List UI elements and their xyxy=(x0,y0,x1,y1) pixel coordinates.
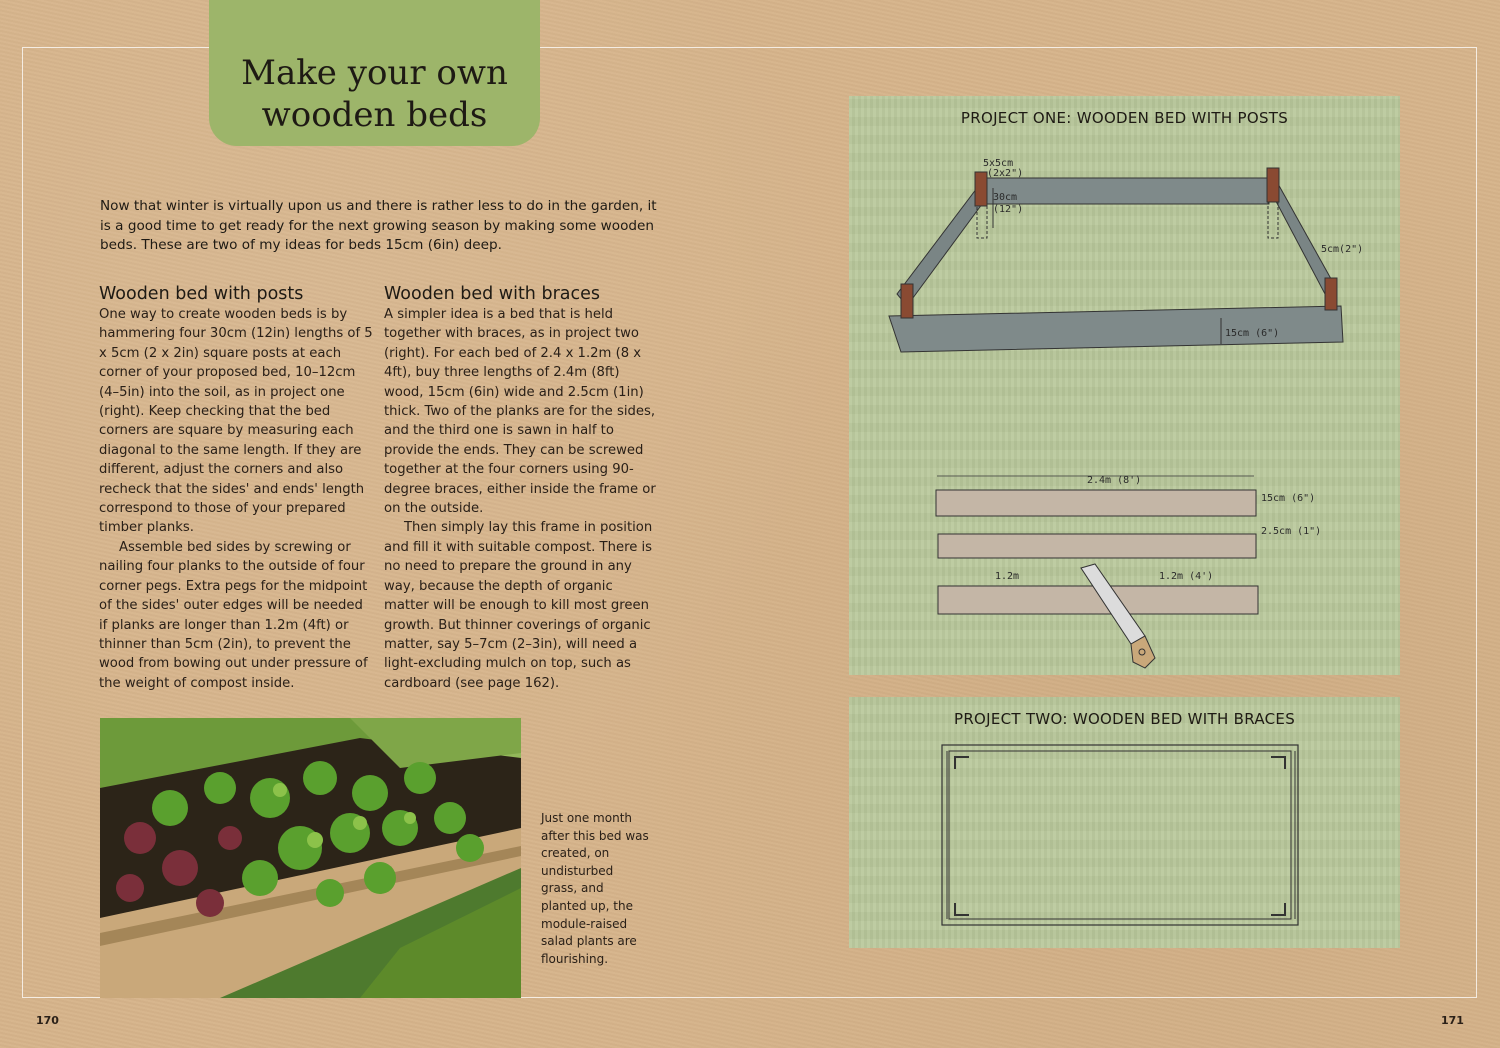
heading-braces: Wooden bed with braces xyxy=(384,284,600,304)
title-tab xyxy=(209,0,540,146)
posts-paragraph-2: Assemble bed sides by screwing or nailing four planks to the outside of four corner pegs. Extra pegs for the midpoint of the sides' outer edges will be needed if planks are longer than 1.2m (4ft) or thinner than 5cm (2in), to prevent the wood from bowing out under pressure of the weight of compost inside. xyxy=(99,539,368,691)
project-two-drawing xyxy=(849,697,1400,948)
project-one-panel xyxy=(849,96,1400,675)
label-plank-thickness: 2.5cm (1") xyxy=(1261,526,1322,537)
column-posts xyxy=(99,283,374,693)
folio-right: 171 xyxy=(1441,1014,1464,1027)
garden-bed-photo xyxy=(100,718,521,998)
folio-left: 170 xyxy=(36,1014,59,1027)
label-plank-width: 15cm (6") xyxy=(1261,493,1316,504)
label-depth: 15cm (6") xyxy=(1225,328,1280,339)
label-half-right: 1.2m (4') xyxy=(1159,571,1214,582)
intro-paragraph: Now that winter is virtually upon us and there is rather less to do in the garden, it is a good time to get ready for the next growing season by making some wooden beds. These are two of my ideas for beds 15cm (6in) deep. xyxy=(100,198,657,253)
page-title xyxy=(209,52,540,136)
project-one-drawing xyxy=(849,96,1400,675)
label-half-left: 1.2m xyxy=(995,571,1020,582)
page-title-line2: wooden beds xyxy=(261,95,488,135)
braces-paragraph-2: Then simply lay this frame in position and fill it with suitable compost. There is no need to prepare the ground in any way, because the depth of organic matter will be enough to kill most green growth. But thinner coverings of organic matter, say 5–7cm (2–3in), will need a light-excluding mulch on top, such as cardboard (see page 162). xyxy=(384,520,653,691)
posts-paragraph-1: One way to create wooden beds is by hammering four 30cm (12in) lengths of 5 x 5cm (2 x 2in) square posts at each corner of your proposed bed, 10–12cm (4–5in) into the soil, as in project one (right). Keep checking that the bed corners are square by measuring each diagonal to the same length. If they are different, adjust the corners and also recheck that the sides' and ends' length correspond to those of your prepared timber planks. xyxy=(99,307,373,536)
label-post-size-in: (2x2") xyxy=(987,168,1024,179)
label-plank-length: 2.4m (8') xyxy=(1087,475,1142,486)
column-braces xyxy=(384,283,659,693)
page-title-line1: Make your own xyxy=(241,53,508,93)
label-post-length-in: (12") xyxy=(993,204,1024,215)
label-side-width: 5cm(2") xyxy=(1321,244,1364,255)
braces-paragraph-1: A simpler idea is a bed that is held together with braces, as in project two (right). For each bed of 2.4 x 1.2m (8 x 4ft), buy three lengths of 2.4m (8ft) wood, 15cm (6in) wide and 2.5cm (1in) thick. Two of the planks are for the sides, and the third one is sawn in half to provide the ends. They can be screwed together at the four corners using 90-degree braces, either inside the frame or on the outside. xyxy=(384,307,656,517)
project-two-title: PROJECT TWO: WOODEN BED WITH BRACES xyxy=(953,710,1296,728)
label-post-size: 5x5cm xyxy=(983,158,1014,169)
saw-icon xyxy=(1081,564,1155,668)
project-one-title: PROJECT ONE: WOODEN BED WITH POSTS xyxy=(960,109,1289,127)
photo-caption: Just one month after this bed was created, on undisturbed grass, and planted up, the module-raised salad plants are flourishing. xyxy=(541,811,649,966)
label-post-length: 30cm xyxy=(993,192,1018,203)
brace-icons xyxy=(955,757,1285,915)
project-two-panel xyxy=(849,697,1400,948)
heading-posts: Wooden bed with posts xyxy=(99,284,304,304)
